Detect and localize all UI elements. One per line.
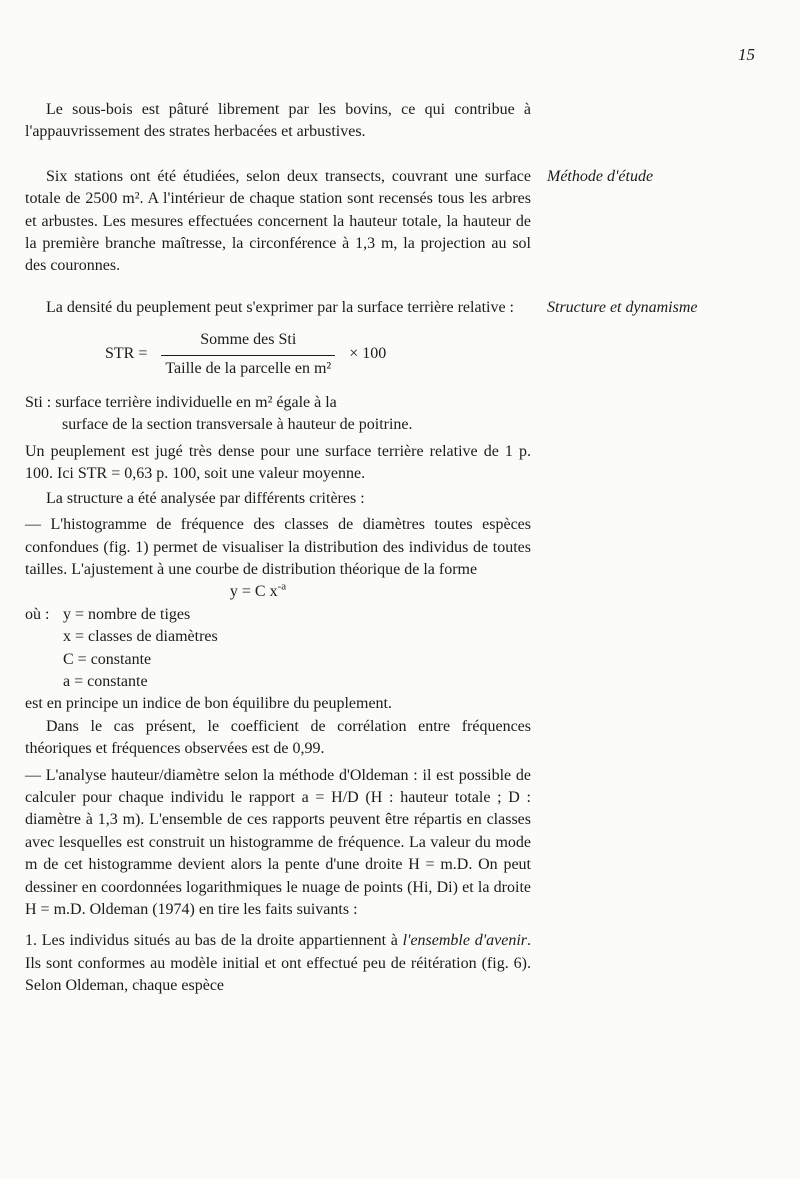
formula-str-fraction xyxy=(161,329,335,380)
definition-line-a xyxy=(25,671,531,693)
paragraph-histogram: — L'histogramme de fréquence des classes de diamètres toutes espèces confondues (fig. 1) permet de visualiser la distribution des individus de toutes tailles. L'ajustement à une courbe de distribution théorique de la forme xyxy=(25,516,531,578)
paragraph-structure-criteria: La structure a été analysée par différents critères : xyxy=(46,489,365,507)
paragraph-stations: Six stations ont été étudiées, selon deux transects, couvrant une surface totale de 2500 m². A l'intérieur de chaque station sont recensés tous les arbres et arbustes. Les mesures effectuées concernent la hauteur totale, la hauteur de la première branche maîtresse, la circonférence à 1,3 m, la projection au sol des couronnes. xyxy=(25,167,531,275)
main-column xyxy=(25,297,531,319)
paragraph-avenir-italic: l'ensemble d'avenir xyxy=(402,932,527,950)
definition-intro: où : xyxy=(25,605,50,623)
margin-column xyxy=(531,166,800,188)
definition-y: y = nombre de tiges xyxy=(63,605,191,623)
content-row xyxy=(25,297,800,319)
formula-str-multiplier: × 100 xyxy=(349,345,387,363)
formula-str-denominator: Taille de la parcelle en m² xyxy=(161,355,335,380)
paragraph-dense-stand: Un peuplement est jugé très dense pour une surface terrière relative de 1 p. 100. Ici STR = 0,63 p. 100, soit une valeur moyenne. xyxy=(25,442,531,483)
formula-str-lhs: STR = xyxy=(105,345,148,363)
paragraph-oldeman-method: — L'analyse hauteur/diamètre selon la méthode d'Oldeman : il est possible de calculer pour chaque individu le rapport a = H/D (H : hauteur totale ; D : diamètre à 1,3 m). L'ensemble de ces rapports peuvent être répartis en classes avec lesquelles est construit un histogramme de fréquence. La valeur du mode m de cet histogramme devient alors la pente d'une droite H = m.D. On peut dessiner en coordonnées logarithmiques le nuage de points (Hi, Di) et la droite H = m.D. Oldeman (1974) en tire les faits suivants : xyxy=(25,766,531,918)
formula-str xyxy=(25,329,531,380)
formula-power-base: y = C x xyxy=(229,583,278,601)
page-content xyxy=(25,99,800,998)
definition-x: x = classes de diamètres xyxy=(63,628,218,646)
content-row xyxy=(25,319,800,392)
definition-line-x xyxy=(25,626,531,648)
definition-a: a = constante xyxy=(63,672,148,690)
content-row xyxy=(25,166,800,278)
content-row xyxy=(25,441,800,998)
paragraph-avenir xyxy=(25,930,531,997)
sti-line-1: Sti : surface terrière individuelle en m² égale à la xyxy=(25,394,337,412)
sti-definition xyxy=(25,392,531,437)
main-column xyxy=(25,319,531,392)
main-column xyxy=(25,166,531,278)
formula-str-numerator: Somme des Sti xyxy=(200,331,297,349)
paragraph-density: La densité du peuplement peut s'exprimer par la surface terrière relative : xyxy=(46,298,514,316)
main-column xyxy=(25,441,531,998)
paragraph-avenir-text-1: 1. Les individus situés au bas de la droite appartiennent à xyxy=(25,932,403,950)
margin-note-methode: Méthode d'étude xyxy=(547,167,654,185)
paragraph-correlation: Dans le cas présent, le coefficient de corrélation entre fréquences théoriques et fréquences observées est de 0,99. xyxy=(25,717,531,758)
formula-power xyxy=(25,581,531,603)
sti-line-2: surface de la section transversale à hauteur de poitrine. xyxy=(62,416,413,434)
definition-line-c xyxy=(25,649,531,671)
definition-outro: est en principe un indice de bon équilibre du peuplement. xyxy=(25,695,392,713)
formula-power-exponent: -a xyxy=(277,580,287,593)
paragraph-avenir-text-2: . Ils sont conformes au modèle initial et ont effectué peu de réitération (fig. 6). Selon Oldeman, chaque espèce xyxy=(25,932,531,995)
definition-c: C = constante xyxy=(63,650,152,668)
definition-line-y xyxy=(25,604,531,626)
margin-note-structure: Structure et dynamisme xyxy=(547,298,698,316)
content-row xyxy=(25,99,800,144)
main-column xyxy=(25,392,531,437)
variable-definitions xyxy=(25,604,531,716)
margin-column xyxy=(531,297,800,319)
page-number: 15 xyxy=(738,45,755,64)
paragraph-grazing: Le sous-bois est pâturé librement par les bovins, ce qui contribue à l'appauvrissement des strates herbacées et arbustives. xyxy=(25,101,531,141)
content-row xyxy=(25,392,800,437)
main-column xyxy=(25,99,531,144)
